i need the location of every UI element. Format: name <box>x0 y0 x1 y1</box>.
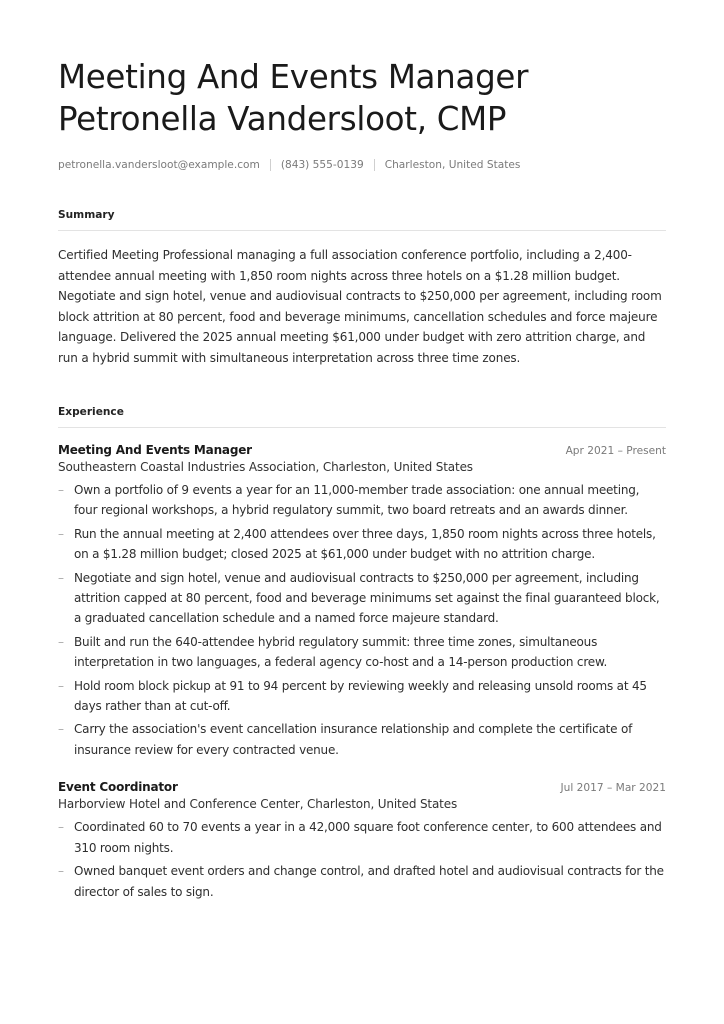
dash-icon: – <box>58 483 64 497</box>
contact-divider <box>374 159 375 171</box>
dash-icon: – <box>58 526 64 541</box>
dash-icon: – <box>58 864 64 879</box>
bullet-text: Coordinated 60 to 70 events a year in a 42,000 square foot conference center, to 600 attendees and 310 room nights. <box>74 820 662 855</box>
summary-paragraph: Certified Meeting Professional managing a full association conference portfolio, including a 2,400-attendee annual meeting with 1,850 room nights across three hotels on a $1.28 million budget. Negotiate and sign hotel, venue and audiovisual contracts to $250,000 per agreement, including room block attrition at 80 percent, food and beverage minimums, cancellation schedules and force majeure language. Delivered the 2025 annual meeting $61,000 under budget with zero attrition charge, and run a hybrid summit with simultaneous interpretation across three time zones. <box>58 248 662 365</box>
bullet-item <box>58 676 666 717</box>
bullet-item <box>58 719 666 760</box>
bullet-item <box>58 632 666 673</box>
bullet-text: Negotiate and sign hotel, venue and audiovisual contracts to $250,000 per agreement, including attrition capped at 80 percent, food and beverage minimums set against the final guaranteed block, a graduated cancellation schedule and a named force majeure standard. <box>74 570 660 626</box>
experience-heading: Experience <box>58 406 666 428</box>
contact-divider <box>270 159 271 171</box>
bullet-text: Carry the association's event cancellation insurance relationship and complete the certificate of insurance review for every contracted venue. <box>74 722 633 757</box>
job-dates: Apr 2021 – Present <box>565 445 666 457</box>
dash-icon: – <box>58 634 64 649</box>
bullet-item <box>58 568 666 629</box>
job-bullets <box>58 480 666 760</box>
job-header <box>58 443 666 457</box>
experience-section <box>58 406 666 902</box>
bullet-item <box>58 524 666 565</box>
bullet-item <box>58 480 666 521</box>
resume-header <box>58 56 666 140</box>
job-title: Meeting And Events Manager <box>58 443 252 457</box>
bullet-text: Built and run the 640-attendee hybrid regulatory summit: three time zones, simultaneous interpretation in two languages, a federal agency co-host and a 14-person production crew. <box>74 634 608 670</box>
bullet-item <box>58 861 666 902</box>
bullet-text: Owned banquet event orders and change control, and drafted hotel and audiovisual contracts for the director of sales to sign. <box>74 864 664 899</box>
bullet-text: Run the annual meeting at 2,400 attendees over three days, 1,850 room nights across three hotels, on a $1.28 million budget; closed 2025 at $61,000 under budget with no attrition charge. <box>74 526 656 562</box>
job-company: Harborview Hotel and Conference Center, Charleston, United States <box>58 797 458 812</box>
job-company: Southeastern Coastal Industries Association, Charleston, United States <box>58 460 473 474</box>
dash-icon: – <box>58 722 64 737</box>
location-text: Charleston, United States <box>384 159 521 171</box>
job-header <box>58 780 666 794</box>
phone-text: (843) 555-0139 <box>280 159 364 171</box>
job-dates: Jul 2017 – Mar 2021 <box>560 782 666 795</box>
dash-icon: – <box>58 678 64 693</box>
bullet-text: Hold room block pickup at 91 to 94 percent by reviewing weekly and releasing unsold rooms at 45 days rather than at cut-off. <box>74 678 647 714</box>
job-entry-2 <box>58 780 666 902</box>
job-title: Event Coordinator <box>58 780 178 795</box>
summary-heading: Summary <box>58 209 666 231</box>
dash-icon: – <box>58 570 64 585</box>
job-bullets <box>58 817 666 902</box>
bullet-item <box>58 817 666 858</box>
job-entry-1 <box>58 443 666 760</box>
bullet-text: Own a portfolio of 9 events a year for an 11,000-member trade association: one annual meeting, four regional workshops, a hybrid regulatory summit, two board retreats and an awards dinner. <box>74 483 640 518</box>
email-text: petronella.vandersloot@example.com <box>58 159 260 171</box>
job-title-heading: Meeting And Events Manager <box>58 58 529 96</box>
summary-section <box>58 209 666 368</box>
dash-icon: – <box>58 820 64 835</box>
contact-line <box>58 159 666 171</box>
full-name-heading: Petronella Vandersloot, CMP <box>58 100 507 138</box>
